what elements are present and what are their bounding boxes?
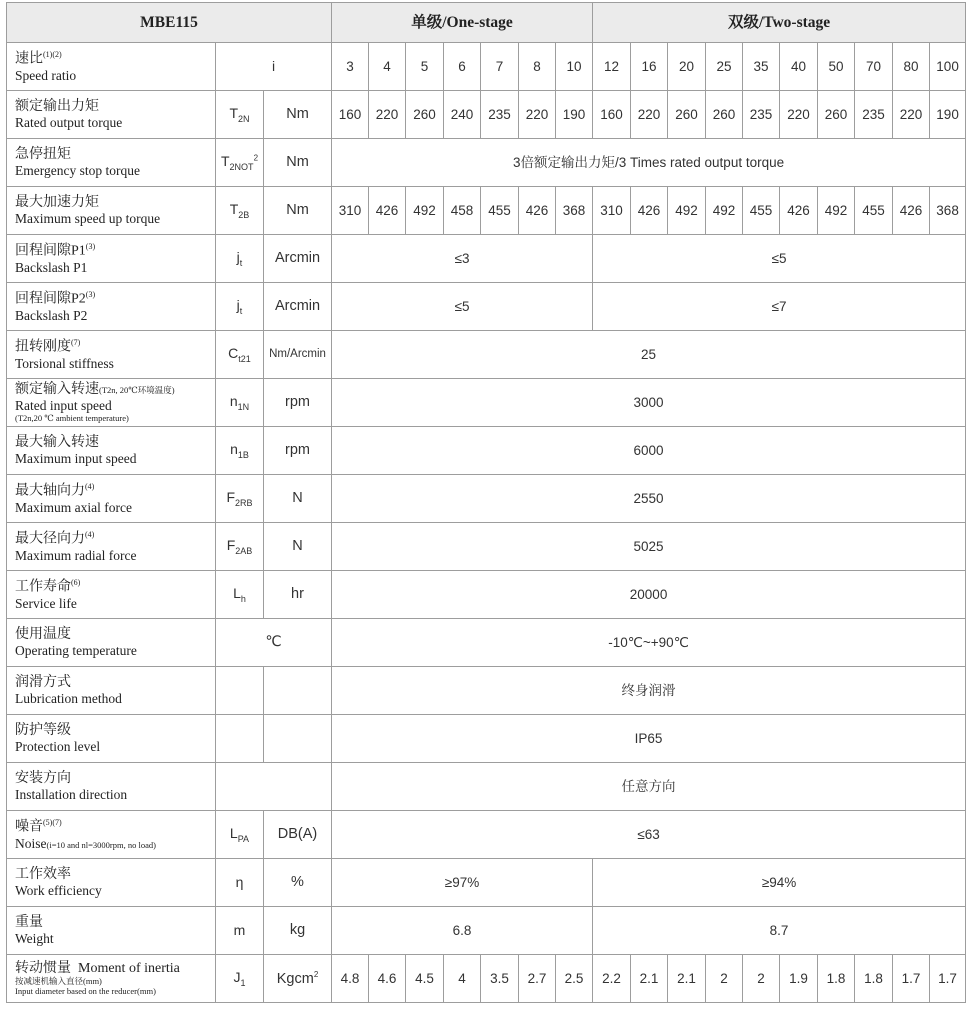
row-label: 急停扭矩 Emergency stop torque [7, 139, 216, 187]
row-label: 使用温度 Operating temperature [7, 619, 216, 667]
value-cell: 10 [556, 43, 593, 91]
value-cell: 8.7 [593, 907, 966, 955]
value-cell: 3.5 [481, 955, 519, 1003]
value-cell: 25 [332, 331, 966, 379]
symbol-cell: $L_{PA}$ [216, 811, 264, 859]
value-cell: 4 [444, 955, 481, 1003]
table-row [7, 955, 974, 1003]
row-label: 工作效率 Work efficiency [7, 859, 216, 907]
row-label: 重量 Weight [7, 907, 216, 955]
value-cell: ≥97% [332, 859, 593, 907]
value-cell: 235 [481, 91, 519, 139]
value-cell: ≤3 [332, 235, 593, 283]
value-cell: 426 [519, 187, 556, 235]
table-row [7, 43, 974, 91]
value-cell: 1.7 [893, 955, 930, 1003]
value-cell: 2.1 [631, 955, 668, 1003]
table-row [7, 235, 974, 283]
value-cell: 310 [332, 187, 369, 235]
row-label: 回程间隙P1$^{(3)}$ Backslash P1 [7, 235, 216, 283]
unit-cell: Arcmin [264, 283, 332, 331]
row-label: 防护等级 Protection level [7, 715, 216, 763]
value-cell: 2.7 [519, 955, 556, 1003]
row-label: 扭转刚度$^{(7)}$ Torsional stiffness [7, 331, 216, 379]
value-cell: 235 [855, 91, 893, 139]
value-cell: 20000 [332, 571, 966, 619]
value-cell: 220 [631, 91, 668, 139]
value-cell: 6000 [332, 427, 966, 475]
value-cell: 3倍额定输出力矩/3 Times rated output torque [332, 139, 966, 187]
value-cell: 6 [444, 43, 481, 91]
symbol-cell: i [216, 43, 332, 91]
value-cell: 455 [481, 187, 519, 235]
value-cell: 2550 [332, 475, 966, 523]
value-cell: ≤7 [593, 283, 966, 331]
unit-cell: Arcmin [264, 235, 332, 283]
value-cell: 190 [556, 91, 593, 139]
value-cell: 1.8 [818, 955, 855, 1003]
value-cell: 50 [818, 43, 855, 91]
value-cell: 35 [743, 43, 780, 91]
value-cell: 426 [780, 187, 818, 235]
row-label: 最大轴向力$^{(4)}$ Maximum axial force [7, 475, 216, 523]
value-cell: 455 [743, 187, 780, 235]
value-cell: 260 [818, 91, 855, 139]
row-label: 回程间隙P2$^{(3)}$ Backslash P2 [7, 283, 216, 331]
value-cell: IP65 [332, 715, 966, 763]
symbol-cell: $J_1$ [216, 955, 264, 1003]
table-row [7, 715, 974, 763]
symbol-cell: $L_h$ [216, 571, 264, 619]
value-cell: 1.9 [780, 955, 818, 1003]
table-row [7, 523, 974, 571]
value-cell: 492 [706, 187, 743, 235]
header-row [7, 3, 974, 43]
unit-cell: DB(A) [264, 811, 332, 859]
table-row [7, 667, 974, 715]
value-cell: -10℃~+90℃ [332, 619, 966, 667]
value-cell: 5 [406, 43, 444, 91]
value-cell: 25 [706, 43, 743, 91]
unit-cell: Kgcm$^2$ [264, 955, 332, 1003]
value-cell: 40 [780, 43, 818, 91]
two-stage-header: 双级/Two-stage [593, 3, 966, 43]
row-label: 工作寿命$^{(6)}$ Service life [7, 571, 216, 619]
value-cell: 70 [855, 43, 893, 91]
row-label: 转动惯量 Moment of inertia 按减速机输入直径(mm) Input diameter based on the reducer(mm) [7, 955, 216, 1003]
table-row [7, 379, 974, 427]
value-cell: 260 [406, 91, 444, 139]
symbol-cell: $F_{2AB}$ [216, 523, 264, 571]
value-cell: 16 [631, 43, 668, 91]
unit-cell: N [264, 475, 332, 523]
value-cell: 3000 [332, 379, 966, 427]
symbol-cell [216, 667, 264, 715]
value-cell: 3 [332, 43, 369, 91]
value-cell: 1.8 [855, 955, 893, 1003]
table-row [7, 811, 974, 859]
value-cell: 80 [893, 43, 930, 91]
value-cell: ≥94% [593, 859, 966, 907]
value-cell: 12 [593, 43, 631, 91]
value-cell: 6.8 [332, 907, 593, 955]
value-cell: 235 [743, 91, 780, 139]
value-cell: 8 [519, 43, 556, 91]
value-cell: 1.7 [930, 955, 966, 1003]
value-cell: ≤5 [593, 235, 966, 283]
value-cell: 4.5 [406, 955, 444, 1003]
value-cell: 100 [930, 43, 966, 91]
table-row [7, 331, 974, 379]
value-cell: 458 [444, 187, 481, 235]
value-cell: 492 [406, 187, 444, 235]
value-cell: ≤63 [332, 811, 966, 859]
symbol-cell: $C_{t21}$ [216, 331, 264, 379]
row-label: 速比$^{(1)(2)}$ Speed ratio [7, 43, 216, 91]
symbol-cell: $F_{2RB}$ [216, 475, 264, 523]
unit-cell: Nm/Arcmin [264, 331, 332, 379]
table-row [7, 763, 974, 811]
value-cell: 220 [519, 91, 556, 139]
unit-cell: kg [264, 907, 332, 955]
row-label: 最大输入转速 Maximum input speed [7, 427, 216, 475]
row-label: 最大加速力矩 Maximum speed up torque [7, 187, 216, 235]
value-cell: 492 [818, 187, 855, 235]
value-cell: 368 [930, 187, 966, 235]
value-cell: 2 [706, 955, 743, 1003]
row-label: 润滑方式 Lubrication method [7, 667, 216, 715]
table-row [7, 283, 974, 331]
value-cell: 220 [893, 91, 930, 139]
value-cell: 2.2 [593, 955, 631, 1003]
symbol-cell: $T_{2B}$ [216, 187, 264, 235]
value-cell: 2 [743, 955, 780, 1003]
symbol-cell: $T_{2N}$ [216, 91, 264, 139]
symbol-cell: $j_t$ [216, 235, 264, 283]
unit-cell [264, 715, 332, 763]
value-cell: 160 [593, 91, 631, 139]
unit-cell: Nm [264, 91, 332, 139]
table-row [7, 187, 974, 235]
value-cell: 190 [930, 91, 966, 139]
table-row [7, 91, 974, 139]
unit-cell: % [264, 859, 332, 907]
row-label: 额定输入转速(T2n, 20℃环境温度) Rated input speed (T2n,20 ℃ ambient temperature) [7, 379, 216, 427]
value-cell: 7 [481, 43, 519, 91]
table-row [7, 427, 974, 475]
value-cell: ≤5 [332, 283, 593, 331]
value-cell: 260 [706, 91, 743, 139]
symbol-cell: η [216, 859, 264, 907]
symbol-cell: $n_{1B}$ [216, 427, 264, 475]
table-row [7, 859, 974, 907]
row-label: 最大径向力$^{(4)}$ Maximum radial force [7, 523, 216, 571]
table-row [7, 475, 974, 523]
unit-cell [264, 667, 332, 715]
unit-cell: Nm [264, 139, 332, 187]
symbol-cell: $T_{2NOT}^2$ [216, 139, 264, 187]
symbol-cell: m [216, 907, 264, 955]
value-cell: 426 [631, 187, 668, 235]
symbol-cell [216, 715, 264, 763]
value-cell: 310 [593, 187, 631, 235]
unit-cell: ℃ [216, 619, 332, 667]
one-stage-header: 单级/One-stage [332, 3, 593, 43]
unit-cell: rpm [264, 427, 332, 475]
value-cell: 220 [369, 91, 406, 139]
model-name: MBE115 [7, 3, 332, 43]
symbol-cell: $n_{1N}$ [216, 379, 264, 427]
unit-cell: rpm [264, 379, 332, 427]
table-row [7, 907, 974, 955]
value-cell: 240 [444, 91, 481, 139]
value-cell: 160 [332, 91, 369, 139]
symbol-cell [216, 763, 332, 811]
value-cell: 4 [369, 43, 406, 91]
value-cell: 20 [668, 43, 706, 91]
value-cell: 4.8 [332, 955, 369, 1003]
value-cell: 426 [369, 187, 406, 235]
value-cell: 4.6 [369, 955, 406, 1003]
symbol-cell: $j_t$ [216, 283, 264, 331]
value-cell: 5025 [332, 523, 966, 571]
value-cell: 2.5 [556, 955, 593, 1003]
unit-cell: Nm [264, 187, 332, 235]
table-row [7, 619, 974, 667]
value-cell: 任意方向 [332, 763, 966, 811]
value-cell: 260 [668, 91, 706, 139]
row-label: 额定输出力矩 Rated output torque [7, 91, 216, 139]
value-cell: 492 [668, 187, 706, 235]
value-cell: 426 [893, 187, 930, 235]
table-row [7, 139, 974, 187]
table-row [7, 571, 974, 619]
value-cell: 220 [780, 91, 818, 139]
value-cell: 455 [855, 187, 893, 235]
spec-table [6, 2, 974, 1003]
value-cell: 368 [556, 187, 593, 235]
unit-cell: hr [264, 571, 332, 619]
value-cell: 终身润滑 [332, 667, 966, 715]
value-cell: 2.1 [668, 955, 706, 1003]
row-label: 安装方向 Installation direction [7, 763, 216, 811]
row-label: 噪音$^{(5)(7)}$ Noise(i=10 and nl=3000rpm, no load) [7, 811, 216, 859]
unit-cell: N [264, 523, 332, 571]
